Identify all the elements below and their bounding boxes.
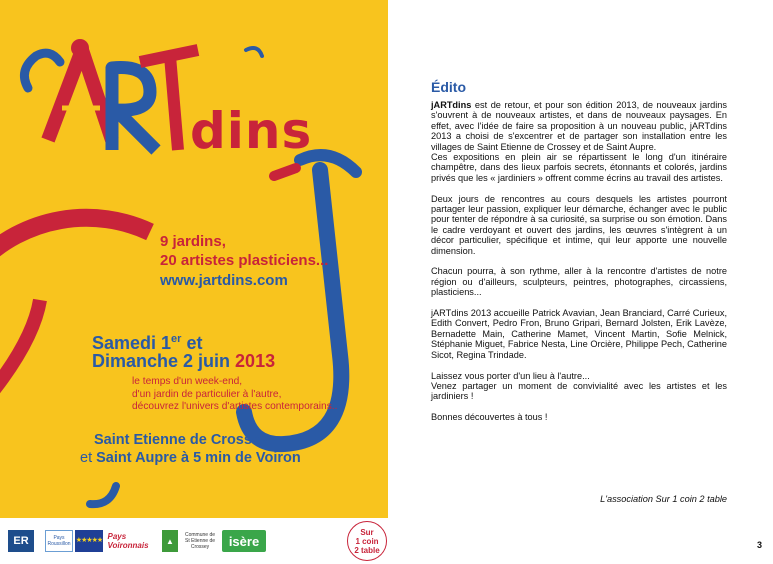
logo-dins-text: dins [190,102,313,160]
edito-brand: jARTdins [431,100,472,110]
sur-1-coin-2-table-badge [347,521,387,561]
sponsor-logos [0,518,390,564]
edito-paragraph: Venez partager un moment de convivialité avec les artistes et les jardiniers ! [431,380,727,402]
eu-stars-icon: ★★★★★ [75,537,103,544]
commune-logo: Commune de St Etienne de Crossey [184,532,216,550]
place-aupre-voiron: Saint Aupre à 5 min de Voiron [96,450,301,466]
place-and: et [80,450,97,466]
edito-paragraph: Laissez vous porter d'un lieu à l'autre... [431,370,590,381]
badge-line: 1 coin [355,537,379,546]
edito-title: Édito [431,79,466,95]
edito-paragraph-text: est de retour, et pour son édition 2013, de nouveaux jardins s'ouvrent à de nouveaux artistes, et dans de nouveaux paysages. En effet, avec l'idée de faire sa proposition à un nouveau public, jARTdins 2013 a choisi de s'excentrer et de partager son installation entre les villages de Saint Etienne de Crossey et de Saint Aupre. [431,100,727,152]
edito-paragraph [431,100,727,152]
poster-description [132,376,337,414]
edito-paragraph: Chacun pourra, à son rythme, aller à la rencontre d'artistes de notre région ou d'ailleurs, sculpteurs, peintres, photographes, circassiens, plasticiens... [431,266,727,298]
date-and: et [181,333,203,353]
voironnais-logo: Pays Voironnais [107,532,149,550]
isere-logo: isère [222,530,266,552]
edito-paragraph: jARTdins 2013 accueille Patrick Avavian, Jean Branciard, Carré Curieux, Edith Convert, Pedro Fron, Bruno Gripari, Bernard Jolsten, Erik Lavèze, Bernadette Main, Catherine Mamet, Vincent Martin, Sofie Melnick, Stéphanie Miguet, Fabrice Nesta, Line Orcière, Philippe Pech, Catherine Sicot, Regina Trindade. [431,308,727,360]
er-logo: ER [8,530,34,552]
edito-paragraph: Bonnes découvertes à tous ! [431,412,548,423]
date-sunday: Dimanche 2 juin [92,351,236,371]
edito-paragraph: Deux jours de rencontres au cours desquels les artistes pourront partager leur passion, expliquer leur démarche, échanger avec le public pour tenter de répondre à sa curiosité, sa surprise ou son émotion. Dans le cadre verdoyant et ouvert des jardins, les œuvres s'intègrent à un décor particulier, spécifique et intime, qui leur apporte une nouvelle dimension. [431,193,727,256]
poster-website: www.jartdins.com [160,272,288,289]
eu-flag-logo [75,530,103,552]
tagline-artists: 20 artistes plasticiens... [160,252,329,269]
date-saturday-sup: er [171,333,182,345]
edito-body [431,100,727,423]
tagline-gardens: 9 jardins, [160,233,226,250]
green-mountain-logo: ▲ [162,530,178,552]
date-line-sunday [92,350,275,372]
roussillon-logo: Pays Roussillon [45,530,73,552]
signature: L'association Sur 1 coin 2 table [600,494,727,504]
desc-line: d'un jardin de particulier à l'autre, [132,388,282,400]
page-number: 3 [757,540,763,550]
desc-line: découvrez l'univers d'artistes contemporains.. [132,401,338,412]
badge-line: Sur [360,528,374,537]
edito-paragraph: Ces expositions en plein air se répartissent le long d'un itinéraire champêtre, dans des lieux parfois secrets, étonnants et colorés, jardins privés que les « jardiniers » offrent comme écrins au travail des artistes. [431,152,727,183]
poster-tagline [160,232,328,270]
date-saturday: Samedi 1 [92,333,172,353]
event-poster [0,0,388,518]
date-year: 2013 [235,351,276,371]
place-saint-aupre [80,450,301,466]
badge-line: 2 table [354,546,380,555]
place-saint-etienne: Saint Etienne de Crossey [94,432,269,448]
desc-line: le temps d'un week-end, [132,376,243,387]
